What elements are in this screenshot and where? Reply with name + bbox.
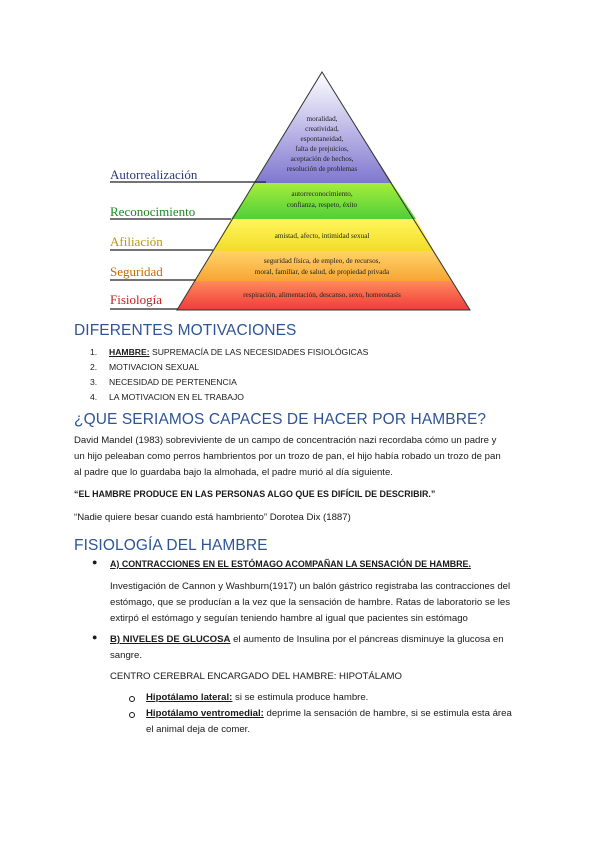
glucosa-label: B) NIVELES DE GLUCOSA xyxy=(110,634,231,645)
heading-fisiologia-hambre: FISIOLOGÍA DEL HAMBRE xyxy=(74,537,268,554)
reconocimiento-line: confianza, respeto, éxito xyxy=(286,201,358,209)
maslow-pyramid xyxy=(0,0,599,320)
paragraph-line: estómago, que se producían a la vez que la sensación de hambre. Ratas de laboratorio se les xyxy=(110,597,510,608)
list-number: 2. xyxy=(90,362,98,372)
autorrealizacion-line: resolución de problemas xyxy=(286,165,358,173)
label-autorrealizacion: Autorrealización xyxy=(110,167,198,182)
centro-cerebral: CENTRO CEREBRAL ENCARGADO DEL HAMBRE: HIPOTÁLAMO xyxy=(110,671,402,682)
autorrealizacion-line: aceptación de hechos, xyxy=(290,155,354,163)
autorrealizacion-line: moralidad, xyxy=(306,115,338,123)
paragraph-line: un hijo peleaban como perros hambrientos por un trozo de pan, el hijo había robado un trozo de pan xyxy=(74,451,501,462)
quote: “Nadie quiere besar cuando está hambriento” Dorotea Dix (1887) xyxy=(74,512,351,523)
sub-bullet-icon xyxy=(129,696,135,702)
paragraph-line: David Mandel (1983) sobreviviente de un campo de concentración nazi recordaba cómo un padre y xyxy=(74,435,497,446)
label-reconocimiento: Reconocimiento xyxy=(110,204,196,219)
heading-hambre-question: ¿QUE SERIAMOS CAPACES DE HACER POR HAMBRE? xyxy=(74,411,487,428)
hambre-label: HAMBRE: xyxy=(109,347,150,357)
heading-diferentes-motivaciones: DIFERENTES MOTIVACIONES xyxy=(74,322,297,339)
quote-bold: “EL HAMBRE PRODUCE EN LAS PERSONAS ALGO QUE ES DIFÍCIL DE DESCRIBIR.” xyxy=(74,489,436,499)
label-seguridad: Seguridad xyxy=(110,264,163,279)
paragraph-line: sangre. xyxy=(110,650,142,661)
sub-bullet-icon xyxy=(129,712,135,718)
sub-item-ventromedial: Hipotálamo ventromedial: deprime la sensación de hambre, si se estimula esta área xyxy=(146,708,512,719)
label-fisiologia: Fisiología xyxy=(110,292,163,307)
list-item-text: NECESIDAD DE PERTENENCIA xyxy=(109,377,237,387)
list-item-text: LA MOTIVACION EN EL TRABAJO xyxy=(109,392,244,402)
afiliacion-line: amistad, afecto, intimidad sexual xyxy=(274,232,370,240)
level-seguridad xyxy=(195,251,452,281)
paragraph-line: extirpó el estómago y seguían teniendo hambre al igual que pacientes sin estómago xyxy=(110,613,468,624)
sub-item-lateral: Hipotálamo lateral: si se estimula produce hambre. xyxy=(146,692,369,703)
list-number: 1. xyxy=(90,347,98,357)
bullet-icon: ● xyxy=(92,632,98,642)
list-number: 3. xyxy=(90,377,98,387)
bullet-icon: ● xyxy=(92,557,98,567)
list-number: 4. xyxy=(90,392,98,402)
list-item-text: MOTIVACION SEXUAL xyxy=(109,362,200,372)
autorrealizacion-line: creatividad, xyxy=(305,125,339,133)
autorrealizacion-line: falta de prejuicios, xyxy=(295,145,349,153)
list-item-text: SUPREMACÍA DE LAS NECESIDADES FISIOLÓGICAS xyxy=(149,347,369,357)
fisiologia-line: respiración, alimentación, descanso, sexo, homeostasis xyxy=(243,291,401,299)
paragraph-line: el animal deja de comer. xyxy=(146,724,250,735)
label-afiliacion: Afiliación xyxy=(110,234,163,249)
paragraph-line: al padre que lo guardaba bajo la almohada, el padre murió al día siguiente. xyxy=(74,467,393,478)
bullet-b-text: B) NIVELES DE GLUCOSA el aumento de Insulina por el páncreas disminuye la glucosa en xyxy=(110,634,504,645)
bullet-a-text: A) CONTRACCIONES EN EL ESTÓMAGO ACOMPAÑAN LA SENSACIÓN DE HAMBRE. xyxy=(110,559,471,569)
autorrealizacion-line: espontaneidad, xyxy=(300,135,344,143)
seguridad-line: seguridad física, de empleo, de recursos, xyxy=(263,257,381,265)
reconocimiento-line: autorreconocimiento, xyxy=(291,190,353,198)
paragraph-line: Investigación de Cannon y Washburn(1917) un balón gástrico registraba las contracciones del xyxy=(110,581,511,592)
seguridad-line: moral, familiar, de salud, de propiedad privada xyxy=(254,268,390,276)
